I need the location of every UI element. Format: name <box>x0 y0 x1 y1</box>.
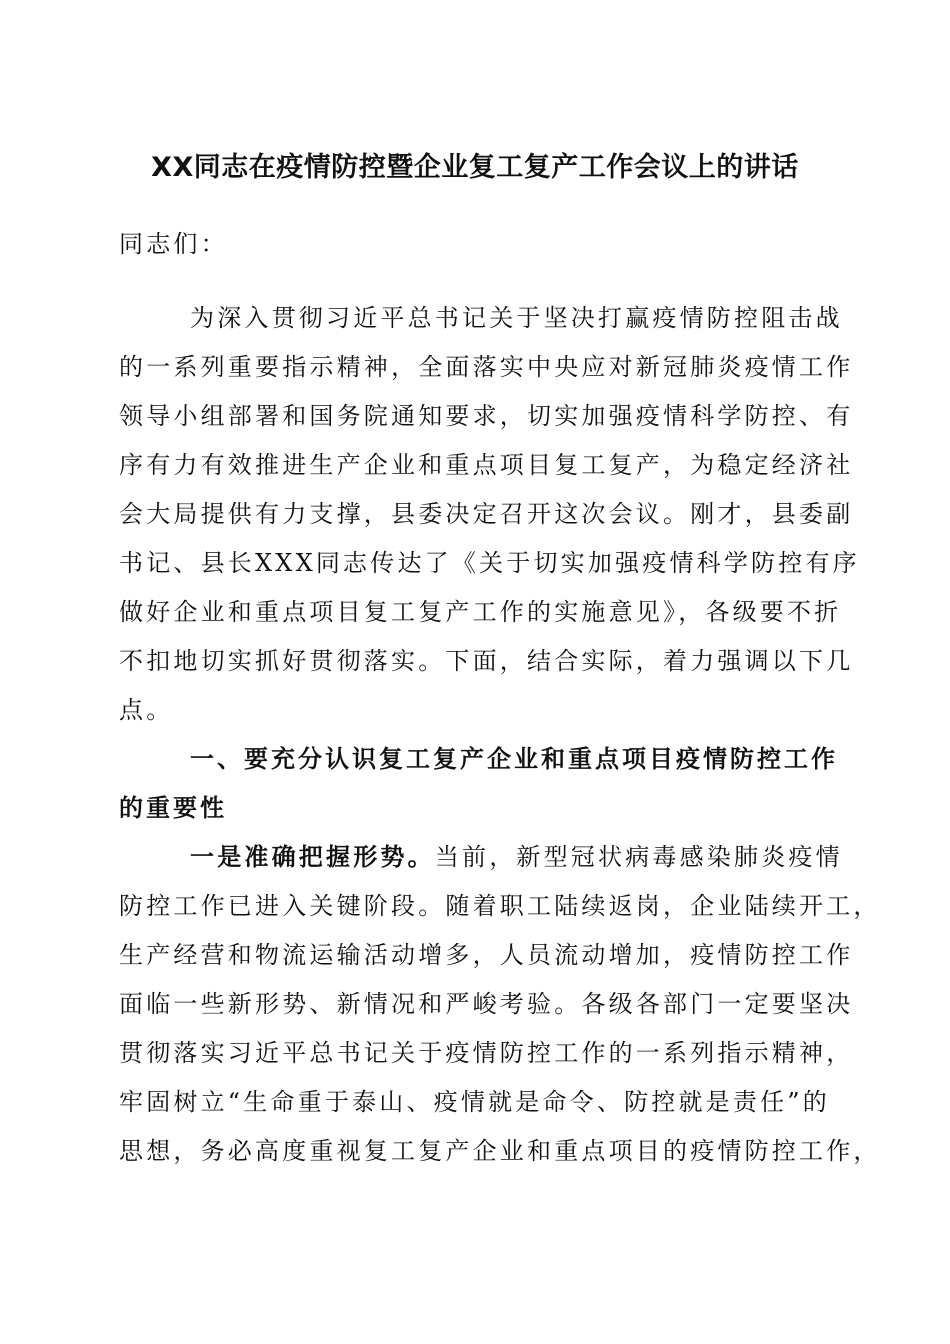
section-heading-line: 一、要充分认识复工复产企业和重点项目疫情防控工作 <box>190 745 838 773</box>
salutation: 同志们： <box>119 230 228 258</box>
document-body <box>119 294 881 1176</box>
point-line: 贯彻落实习近平总书记关于疫情防控工作的一系列指示精神， <box>119 1039 854 1067</box>
intro-line: 不扣地切实抓好贯彻落实。下面，结合实际，着力强调以下几 <box>119 647 854 675</box>
intro-line: 做好企业和重点项目复工复产工作的实施意见》，各级要不折 <box>119 598 842 626</box>
point-line: 当前，新型冠状病毒感染肺炎疫情 <box>434 843 843 871</box>
intro-line: 会大局提供有力支撑，县委决定召开这次会议。刚才，县委副 <box>119 500 854 528</box>
document-title: XX同志在疫情防控暨企业复工复产工作会议上的讲话 <box>151 152 799 183</box>
point-line: 防控工作已进入关键阶段。随着职工陆续返岗，企业陆续开工， <box>119 892 881 920</box>
intro-line: 的一系列重要指示精神，全面落实中央应对新冠肺炎疫情工作 <box>119 353 854 381</box>
point-line: 生产经营和物流运输活动增多，人员流动增加，疫情防控工作 <box>119 941 854 969</box>
point-lead: 一是准确把握形势。 <box>190 843 435 871</box>
section-heading-line: 的重要性 <box>119 794 227 822</box>
point-line: 面临一些新形势、新情况和严峻考验。各级各部门一定要坚决 <box>119 990 854 1018</box>
intro-line: 书记、县长XXX同志传达了《关于切实加强疫情科学防控有序 <box>119 549 860 577</box>
intro-line: 领导小组部署和国务院通知要求，切实加强疫情科学防控、有 <box>119 402 854 430</box>
intro-line: 点。 <box>119 696 174 724</box>
point-line: 思想，务必高度重视复工复产企业和重点项目的疫情防控工作， <box>119 1137 881 1165</box>
intro-line: 为深入贯彻习近平总书记关于坚决打赢疫情防控阻击战 <box>190 304 843 332</box>
intro-line: 序有力有效推进生产企业和重点项目复工复产，为稳定经济社 <box>119 451 854 479</box>
point-first-line <box>119 833 843 882</box>
point-line: 牢固树立“生命重于泰山、疫情就是命令、防控就是责任”的 <box>119 1088 830 1116</box>
